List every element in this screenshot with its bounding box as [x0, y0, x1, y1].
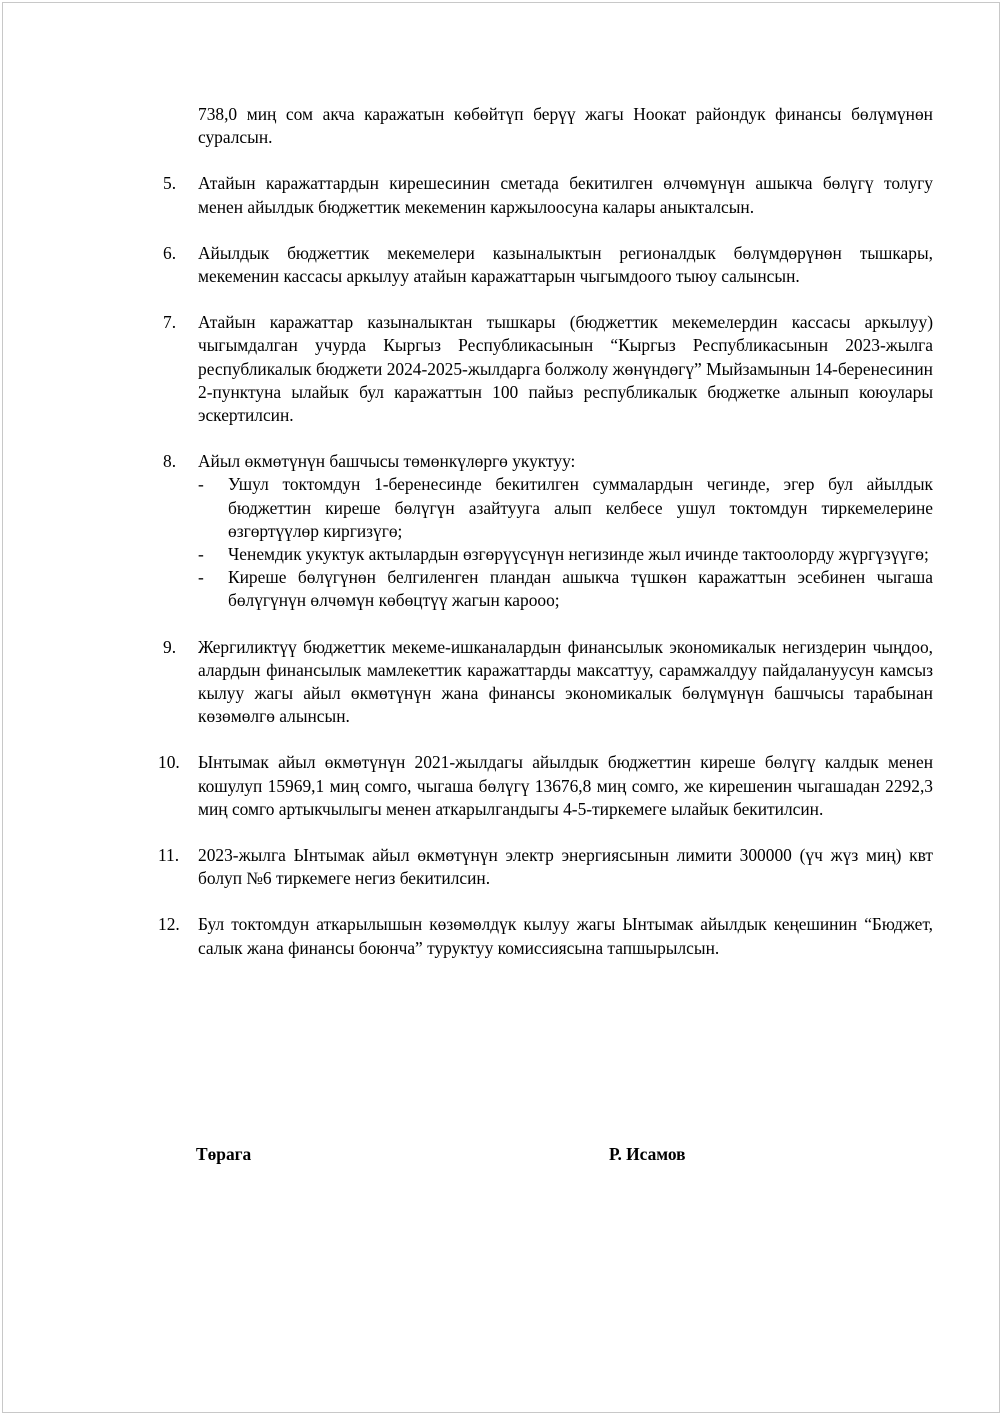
item-text: Ынтымак айыл өкмөтүнүн 2021-жылдагы айылдык бюджеттин киреше бөлүгү калдык менен кошулуп 15969,1 миң сомго, чыгаша бөлүгү 13676,8 миң сомго, же кирешенин чыгашадан 2292,3 миң сомго артыкчылыгы менен аткарылгандыгы 4-5-тиркемеге ылайык бекитилсин.	[198, 752, 933, 819]
document-body	[158, 103, 933, 960]
list-item-12	[158, 913, 933, 959]
list-item-11	[158, 844, 933, 890]
item-number: 5.	[163, 173, 177, 194]
item-text: 2023-жылга Ынтымак айыл өкмөтүнүн электр энергиясынын лимити 300000 (үч жүз миң) квт болуп №6 тиркемеге негиз бекитилсин.	[198, 845, 933, 889]
list-item-5	[163, 172, 933, 218]
item-number: 7.	[163, 312, 177, 333]
list-item-10	[158, 751, 933, 821]
list-item-7	[163, 311, 933, 427]
list-item-9	[163, 636, 933, 729]
dash-marker: -	[198, 544, 204, 565]
sub-item-text: Ушул токтомдун 1-беренесинде бекитилген суммалардын чегинде, эгер бул айылдык бюджеттин киреше бөлүгүн азайтууга алып келбесе ушул токтомдун тиркемелерине өзгөртүүлөр киргизүгө;	[228, 474, 933, 541]
item-number: 9.	[163, 636, 177, 657]
signature-name: Р. Исамов	[609, 1144, 686, 1164]
dash-marker: -	[198, 567, 204, 588]
sub-item-text: Киреше бөлүгүнөн белгиленген пландан ашыкча түшкөн каражаттын эсебинен чыгаша бөлүгүнүн өлчөмүн көбөцтүү жагын карооо;	[228, 567, 933, 611]
document-page	[2, 2, 1000, 1413]
list-item-8	[163, 450, 933, 612]
item-number: 6.	[163, 242, 177, 263]
item-number: 10.	[158, 752, 180, 773]
sub-item	[198, 473, 933, 543]
item-number: 12.	[158, 914, 180, 935]
signature-title: Төрага	[196, 1144, 252, 1164]
sub-item-text: Ченемдик укуктук актылардын өзгөрүүсүнүн негизинде жыл ичинде тактоолорду жүргүзүүгө;	[228, 544, 929, 565]
item-number: 11.	[158, 845, 180, 866]
sub-item	[198, 543, 933, 566]
list-item-6	[163, 242, 933, 288]
intro-paragraph: 738,0 миң сом акча каражатын көбөйтүп берүү жагы Ноокат райондук финансы бөлүмүнөн суралсын.	[198, 104, 933, 148]
item-text: Бул токтомдун аткарылышын көзөмөлдүк кылуу жагы Ынтымак айылдык кеңешинин “Бюджет, салык жана финансы боюнча” туруктуу комиссиясына тапшырылсын.	[198, 914, 933, 958]
item-text: Атайын каражаттардын кирешесинин сметада бекитилген өлчөмүнүн ашыкча бөлүгү толугу менен айылдык бюджеттик мекеменин каржылоосуна калары аныкталсын.	[198, 173, 933, 217]
item-text: Атайын каражаттар казыналыктан тышкары (бюджеттик мекемелердин кассасы аркылуу) чыгымдалган учурда Кыргыз Республикасынын “Кыргыз Республикасынын 2023-жылга республикалык бюджети 2024-2025-жылдарга болжолу жөнүндөгү” Мыйзамынын 14-беренесинин 2-пунктуна ылайык бул каражаттын 100 пайыз республикалык бюджетке алынып коюулары эскертилсин.	[198, 312, 933, 426]
item-text: Жергиликтүү бюджеттик мекеме-ишканалардын финансылык экономикалык негиздерин чыңдоо, алардын финансылык мамлекеттик каражаттарды максаттуу, сарамжалдуу пайдалануусун камсыз кылуу жагы айыл өкмөтүнүн жана финансы экономикалык бөлүмүнүн башчысы тарабынан көзөмөлгө алынсын.	[198, 636, 933, 727]
dash-marker: -	[198, 474, 204, 495]
item-text: Айыл өкмөтүнүн башчысы төмөнкүлөргө укуктуу:	[198, 451, 576, 472]
item-number: 8.	[163, 451, 177, 472]
sub-item	[198, 566, 933, 612]
item-text: Айылдык бюджеттик мекемелери казыналыктын регионалдык бөлүмдөрүнөн тышкары, мекеменин кассасы аркылуу атайын каражаттарын чыгымдоого тыюу салынсын.	[198, 242, 933, 287]
